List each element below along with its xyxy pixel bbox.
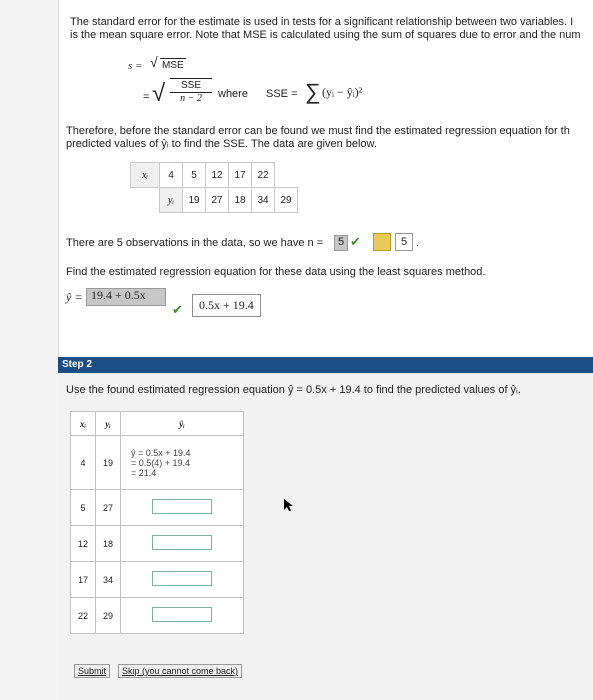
x-cell: 22 xyxy=(252,163,275,188)
x-row xyxy=(131,163,298,188)
sqrt-icon: √ xyxy=(150,54,158,70)
x-cell: 17 xyxy=(229,163,252,188)
y-cell: 27 xyxy=(206,188,229,213)
table-row xyxy=(71,526,244,562)
equation-correct-answer: 0.5x + 19.4 xyxy=(192,294,261,317)
y-value: 34 xyxy=(96,562,121,598)
y-cell: 19 xyxy=(183,188,206,213)
yhat-col-header: ŷᵢ xyxy=(121,412,244,436)
step2-instruction: Use the found estimated regression equation ŷ = 0.5x + 19.4 to find the predicted values of ŷᵢ. xyxy=(66,384,521,396)
table-row xyxy=(71,562,244,598)
x-value: 12 xyxy=(71,526,96,562)
skip-button[interactable]: Skip (you cannot come back) xyxy=(118,664,242,678)
table-row xyxy=(71,436,244,490)
prediction-table xyxy=(70,411,244,634)
step2-header xyxy=(58,357,593,373)
table-row xyxy=(71,598,244,634)
cursor-icon xyxy=(283,498,295,512)
worked-line-3: = 21.4 xyxy=(131,467,157,478)
equation-answer: 19.4 + 0.5x xyxy=(86,288,166,306)
find-equation-text: Find the estimated regression equation for these data using the least squares method. xyxy=(66,266,486,278)
prediction-input[interactable] xyxy=(152,499,212,514)
observations-text: There are 5 observations in the data, so we have n = xyxy=(66,237,324,249)
sqrt-icon-2: √ xyxy=(152,80,166,107)
y-header: yᵢ xyxy=(160,188,183,213)
x-header: xᵢ xyxy=(131,163,160,188)
x-col-header: xᵢ xyxy=(71,412,96,436)
y-cell: 29 xyxy=(275,188,298,213)
worked-line-2: = 0.5(4) + 19.4 xyxy=(131,457,191,468)
sse-definition: SSE = xyxy=(266,88,298,100)
mse-label: MSE xyxy=(162,60,184,71)
n-answer-box: 5 xyxy=(334,235,348,251)
y-value: 27 xyxy=(96,490,121,526)
check-icon: ✔ xyxy=(350,234,361,249)
prediction-header-row xyxy=(71,412,244,436)
prediction-input[interactable] xyxy=(152,535,212,550)
x-cell: 12 xyxy=(206,163,229,188)
therefore-line-2: predicted values of ŷᵢ to find the SSE. The data are given below. xyxy=(66,138,377,150)
y-value: 29 xyxy=(96,598,121,634)
y-row xyxy=(131,188,298,213)
x-value: 22 xyxy=(71,598,96,634)
table-row xyxy=(71,490,244,526)
key-icon xyxy=(373,233,391,251)
y-value: 19 xyxy=(96,436,121,490)
intro-line-2: is the mean square error. Note that MSE is calculated using the sum of squares due to error and the num xyxy=(70,29,581,41)
sigma-icon: ∑ xyxy=(305,79,321,104)
data-table xyxy=(130,162,298,213)
prediction-input[interactable] xyxy=(152,571,212,586)
sse-numerator: SSE xyxy=(170,78,212,93)
intro-line-1: The standard error for the estimate is used in tests for a significant relationship between two variables. I xyxy=(70,16,574,28)
n-minus-2: n − 2 xyxy=(180,93,202,104)
equals-2: = xyxy=(143,91,150,103)
submit-button[interactable]: Submit xyxy=(74,664,110,678)
x-value: 5 xyxy=(71,490,96,526)
x-cell: 5 xyxy=(183,163,206,188)
step2-title: Step 2 xyxy=(62,359,93,370)
sum-term: (yᵢ − ŷᵢ)² xyxy=(322,85,363,99)
x-value: 17 xyxy=(71,562,96,598)
worked-prediction xyxy=(121,436,244,490)
n-correct-answer: 5 xyxy=(395,233,413,251)
x-value: 4 xyxy=(71,436,96,490)
check-icon: ✔ xyxy=(172,302,183,317)
y-value: 18 xyxy=(96,526,121,562)
yhat-label: ŷ = xyxy=(66,290,83,304)
therefore-line-1: Therefore, before the standard error can be found we must find the estimated regression equation for th xyxy=(66,125,570,137)
x-cell: 4 xyxy=(160,163,183,188)
where-label: where xyxy=(218,88,248,100)
worked-line-1: ŷ = 0.5x + 19.4 xyxy=(131,447,191,458)
prediction-input[interactable] xyxy=(152,607,212,622)
s-equals: s = xyxy=(128,60,143,72)
y-cell: 34 xyxy=(252,188,275,213)
y-col-header: yᵢ xyxy=(96,412,121,436)
y-cell: 18 xyxy=(229,188,252,213)
